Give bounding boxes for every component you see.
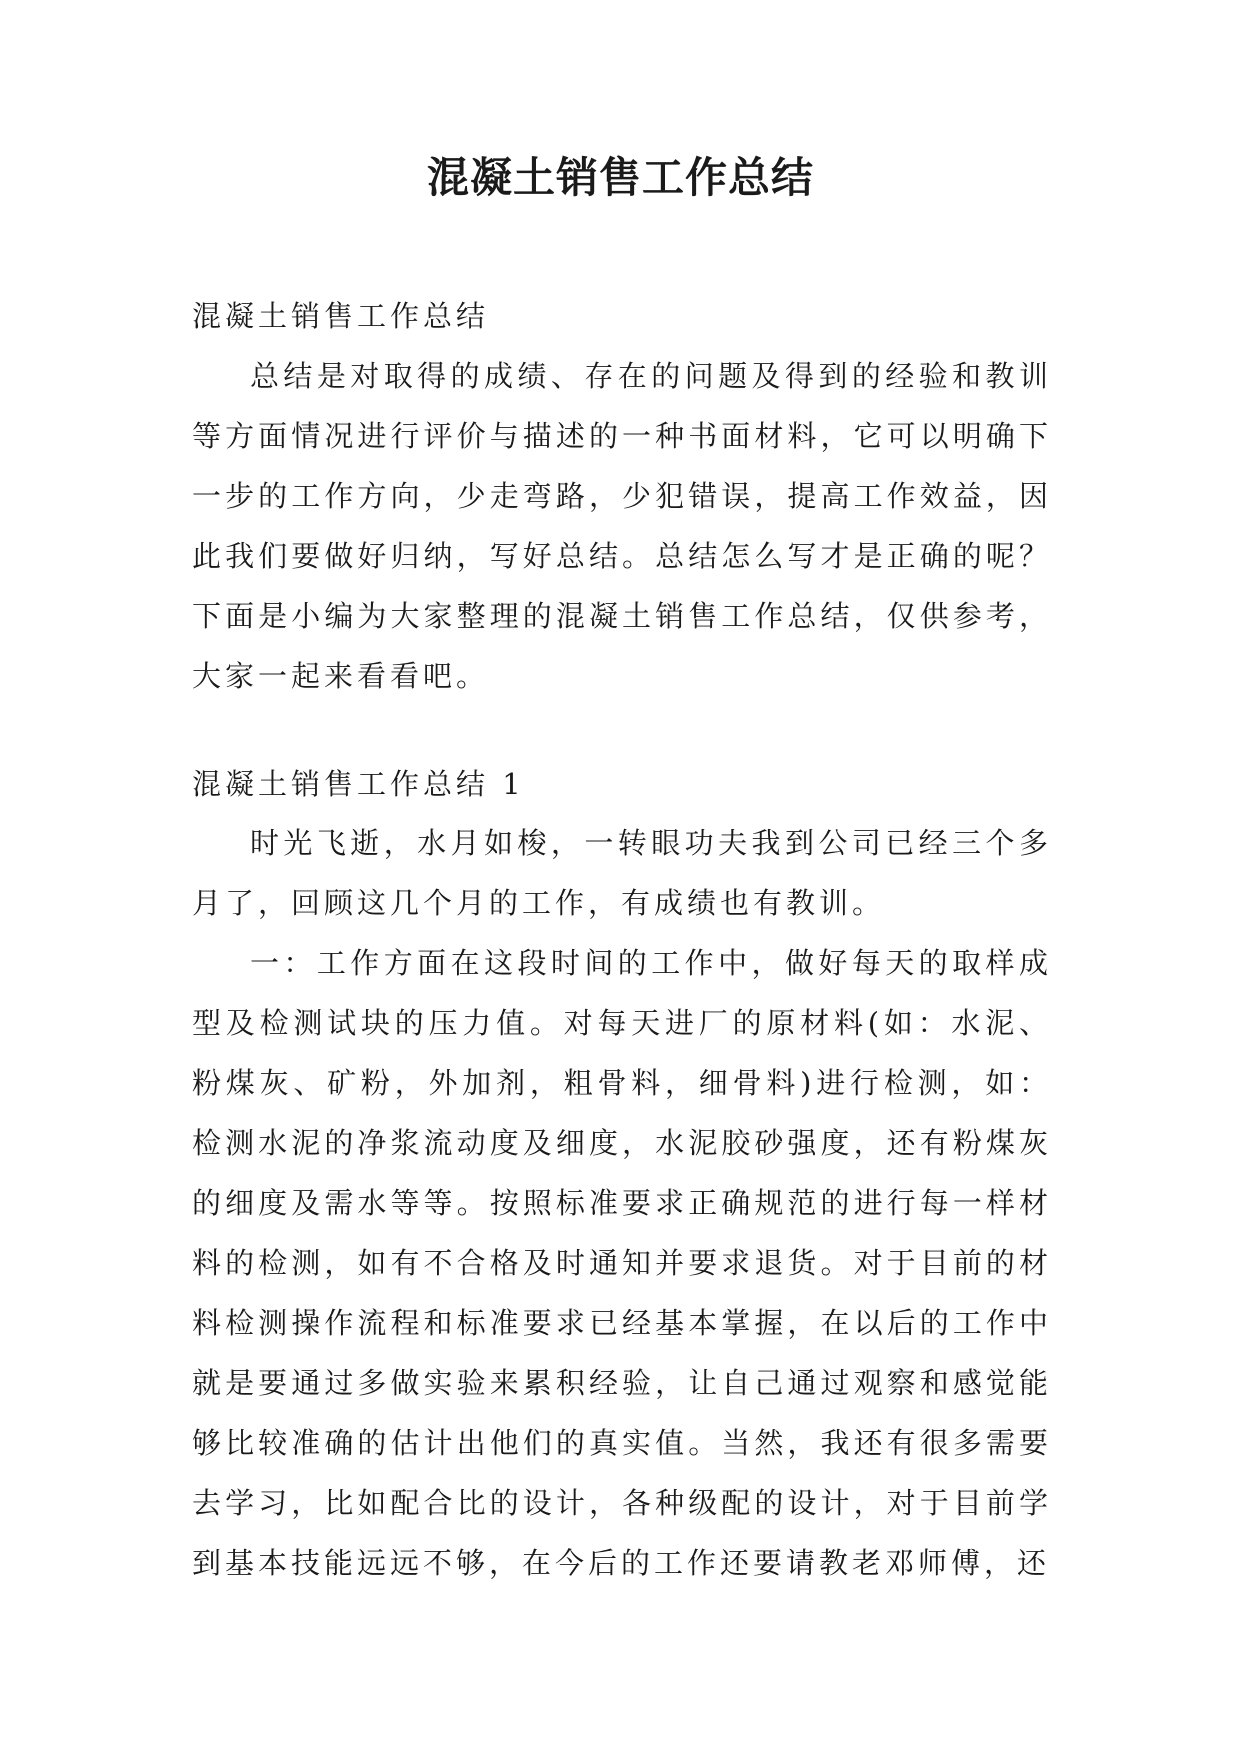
section-heading: 混凝土销售工作总结 1 <box>192 767 525 801</box>
section-paragraph: 时光飞逝，水月如梭，一转眼功夫我到公司已经三个多月了，回顾这几个月的工作，有成绩也有教训。 <box>192 826 1052 920</box>
intro-paragraph: 总结是对取得的成绩、存在的问题及得到的经验和教训等方面情况进行评价与描述的一种书面材料，它可以明确下一步的工作方向，少走弯路，少犯错误，提高工作效益，因此我们要做好归纳，写好总结。总结怎么写才是正确的呢？下面是小编为大家整理的混凝土销售工作总结，仅供参考，大家一起来看看吧。 <box>192 359 1052 693</box>
section-paragraph: 一：工作方面在这段时间的工作中，做好每天的取样成型及检测试块的压力值。对每天进厂的原材料(如：水泥、粉煤灰、矿粉，外加剂，粗骨料，细骨料)进行检测，如：检测水泥的净浆流动度及细度，水泥胶砂强度，还有粉煤灰的细度及需水等等。按照标准要求正确规范的进行每一样材料的检测，如有不合格及时通知并要求退货。对于目前的材料检测操作流程和标准要求已经基本掌握，在以后的工作中就是要通过多做实验来累积经验，让自己通过观察和感觉能够比较准确的估计出他们的真实值。当然，我还有很多需要去学习，比如配合比的设计，各种级配的设计，对于目前学到基本技能远远不够，在今后的工作还要请教老邓师傅，还 <box>192 946 1052 1580</box>
document-title: 混凝土销售工作总结 <box>426 153 814 202</box>
document-subtitle: 混凝土销售工作总结 <box>192 299 490 333</box>
